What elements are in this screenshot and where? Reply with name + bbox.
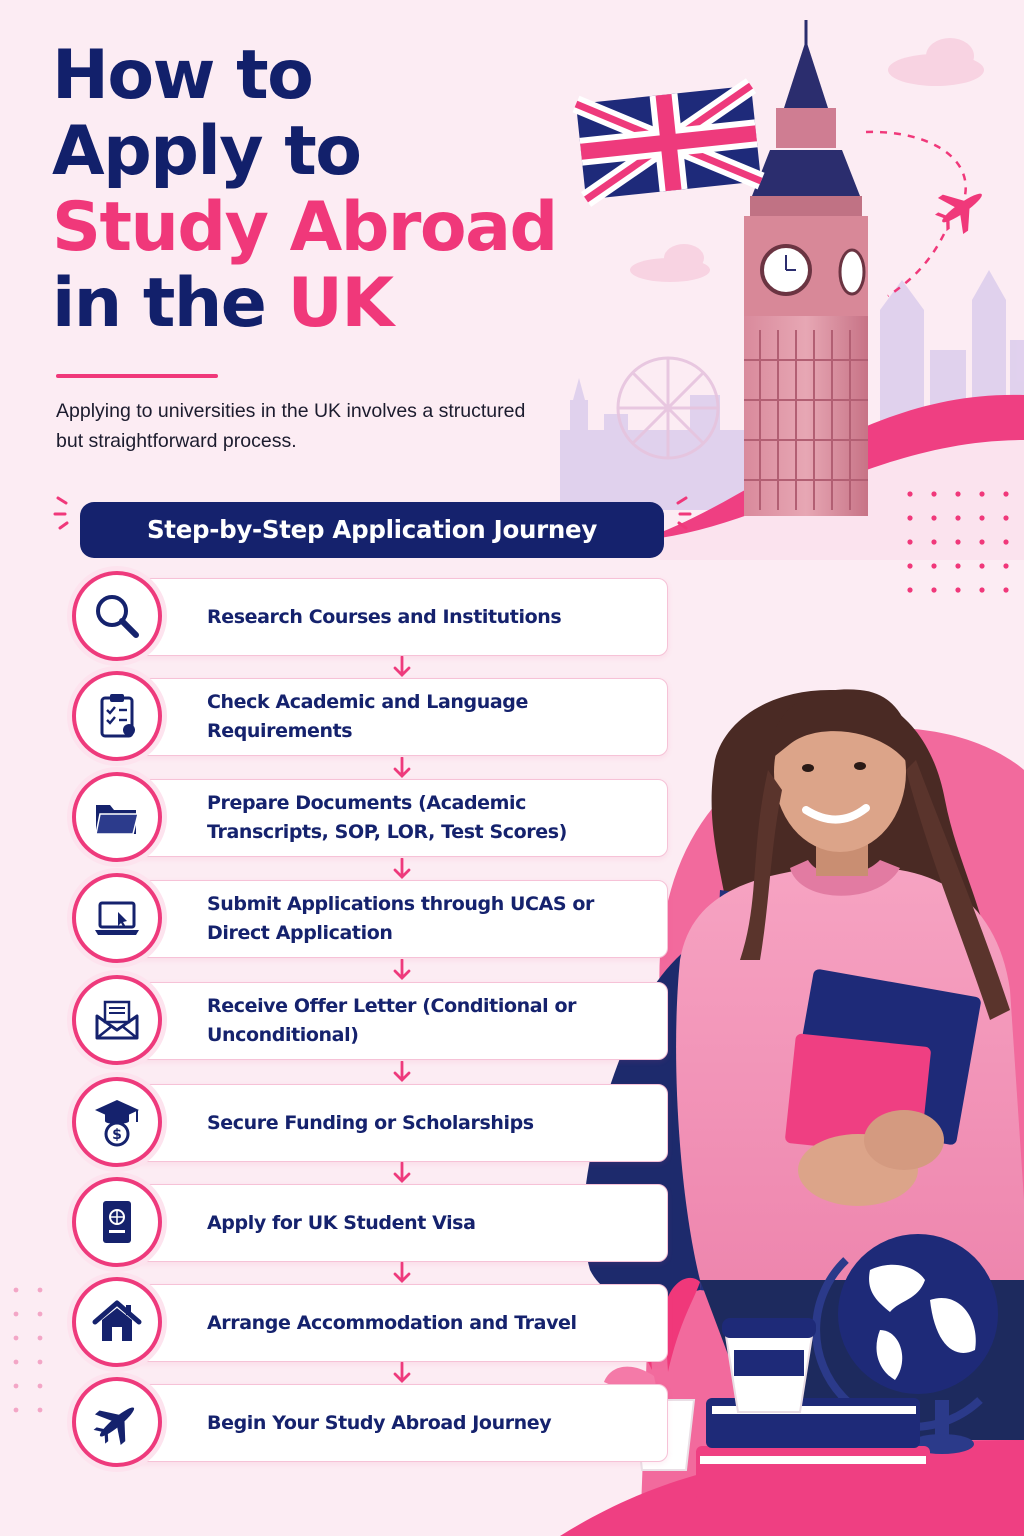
journey-heading: Step-by-Step Application Journey xyxy=(80,502,664,558)
airplane-decoration-icon xyxy=(928,176,994,241)
step-label: Prepare Documents (Academic Transcripts, SOP, LOR, Test Scores) xyxy=(207,792,567,843)
title-line: Apply to xyxy=(52,112,361,191)
step-card xyxy=(118,678,668,756)
title-line-highlight: Study Abroad xyxy=(52,188,557,267)
arrow-down-icon xyxy=(393,1262,411,1284)
step-label: Check Academic and Language Requirements xyxy=(207,691,528,742)
step-icon-circle xyxy=(72,671,162,761)
arrow-down-icon xyxy=(393,1162,411,1184)
clipboard-checklist-icon xyxy=(91,690,143,742)
arrow-down-icon xyxy=(393,656,411,678)
passport-icon xyxy=(91,1196,143,1248)
graduation-cap-coin-icon xyxy=(91,1096,143,1148)
london-eye-illustration xyxy=(618,358,718,458)
title-highlight-uk: UK xyxy=(287,264,393,343)
arrow-down-icon xyxy=(393,959,411,981)
flight-path xyxy=(866,132,966,206)
arrow-down-icon xyxy=(393,1061,411,1083)
step-card xyxy=(118,779,668,857)
step-icon-circle xyxy=(72,1377,162,1467)
folder-icon xyxy=(91,791,143,843)
step-card xyxy=(118,1384,668,1462)
page-title xyxy=(52,38,557,342)
step-label: Apply for UK Student Visa xyxy=(207,1211,476,1234)
book-stack-illustration xyxy=(696,1398,930,1502)
envelope-letter-icon xyxy=(91,994,143,1046)
magnifier-icon xyxy=(91,590,143,642)
step-icon-circle xyxy=(72,571,162,661)
title-line: How to xyxy=(52,36,313,115)
title-line-prefix: in the xyxy=(52,264,266,343)
step-label: Arrange Accommodation and Travel xyxy=(207,1311,577,1334)
step-label: Submit Applications through UCAS or Direct Application xyxy=(207,893,595,944)
step-label: Receive Offer Letter (Conditional or Unconditional) xyxy=(207,995,577,1046)
step-label: Research Courses and Institutions xyxy=(207,605,562,628)
dot-grid-decoration xyxy=(14,1288,43,1413)
title-underline xyxy=(56,374,218,378)
step-card xyxy=(118,880,668,958)
svg-text:$: $ xyxy=(112,1127,122,1143)
laptop-cursor-icon xyxy=(91,892,143,944)
house-icon xyxy=(91,1296,143,1348)
step-card xyxy=(118,1084,668,1162)
step-label: Begin Your Study Abroad Journey xyxy=(207,1411,552,1434)
arrow-down-icon xyxy=(393,1362,411,1384)
flight-path xyxy=(888,234,944,296)
title-line xyxy=(52,266,557,342)
arrow-down-icon xyxy=(393,858,411,880)
step-label: Secure Funding or Scholarships xyxy=(207,1111,534,1134)
step-card xyxy=(118,1184,668,1262)
union-jack-flag-icon xyxy=(576,86,761,200)
step-icon-circle xyxy=(72,975,162,1065)
step-icon-circle xyxy=(72,772,162,862)
step-card xyxy=(118,1284,668,1362)
step-card xyxy=(118,982,668,1060)
big-ben-illustration xyxy=(744,20,868,516)
step-card xyxy=(118,578,668,656)
step-icon-circle xyxy=(72,1077,162,1167)
coffee-cup-illustration xyxy=(722,1318,816,1412)
step-icon-circle xyxy=(72,873,162,963)
intro-text: Applying to universities in the UK involves a structured but straightforward process. xyxy=(56,400,526,452)
arrow-down-icon xyxy=(393,757,411,779)
airplane-icon xyxy=(91,1396,143,1448)
step-icon-circle xyxy=(72,1277,162,1367)
step-icon-circle xyxy=(72,1177,162,1267)
